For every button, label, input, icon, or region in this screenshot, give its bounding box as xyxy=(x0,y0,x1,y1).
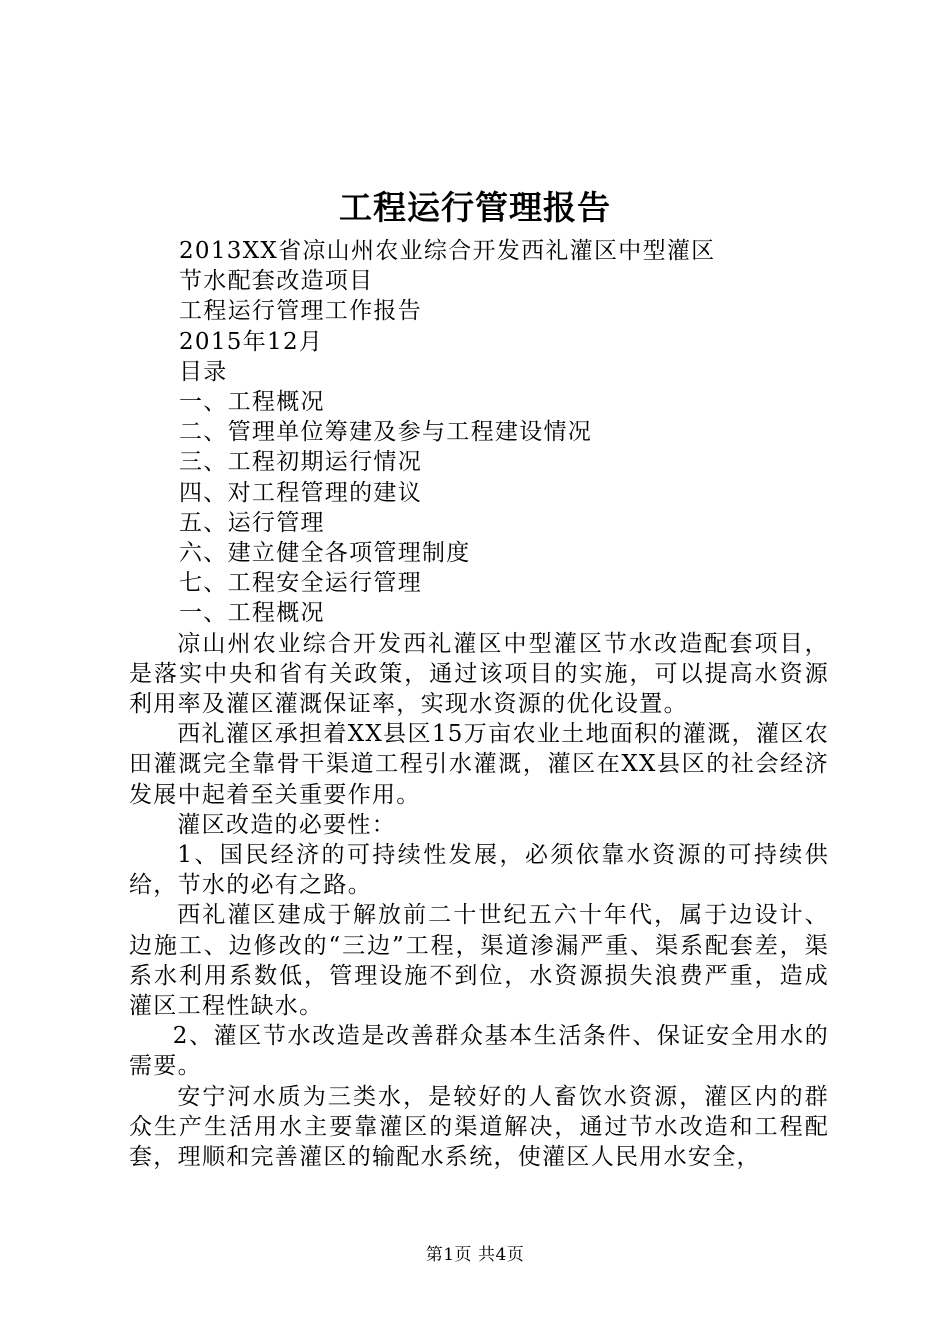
header-line: 节水配套改造项目 xyxy=(179,268,374,295)
paragraph: 安宁河水质为三类水，是较好的人畜饮水资源，灌区内的群众生产生活用水主要靠灌区的渠道解决，通过节水改造和工程配套，理顺和完善灌区的输配水系统，使灌区人民用水安全， xyxy=(129,1083,829,1171)
section-heading: 一、工程概况 xyxy=(179,600,325,627)
toc-item: 三、工程初期运行情况 xyxy=(179,449,422,476)
paragraph: 2、灌区节水改造是改善群众基本生活条件、保证安全用水的需要。 xyxy=(129,1023,829,1080)
toc-item: 一、工程概况 xyxy=(179,389,325,416)
toc-heading: 目录 xyxy=(179,358,228,385)
page-footer: 第1页 共4页 xyxy=(425,1245,525,1265)
paragraph: 西礼灌区建成于解放前二十世纪五六十年代，属于边设计、边施工、边修改的“三边”工程，渠道渗漏严重、渠系配套差，渠系水利用系数低，管理设施不到位，水资源损失浪费严重，造成灌区工程性缺水。 xyxy=(129,902,829,1020)
paragraph: 凉山州农业综合开发西礼灌区中型灌区节水改造配套项目，是落实中央和省有关政策，通过该项目的实施，可以提高水资源利用率及灌区灌溉保证率，实现水资源的优化设置。 xyxy=(129,630,829,718)
document-title: 工程运行管理报告 xyxy=(339,188,611,227)
header-line: 工程运行管理工作报告 xyxy=(179,298,422,325)
header-line: 2013XX省凉山州农业综合开发西礼灌区中型灌区 xyxy=(179,238,716,264)
paragraph: 1、国民经济的可持续性发展，必须依靠水资源的可持续供给，节水的必有之路。 xyxy=(129,842,829,899)
document-body xyxy=(129,236,829,1172)
date-line: 2015年12月 xyxy=(179,328,324,355)
paragraph: 灌区改造的必要性： xyxy=(177,811,396,838)
toc-item: 四、对工程管理的建议 xyxy=(179,479,422,506)
paragraph: 西礼灌区承担着XX县区15万亩农业土地面积的灌溉，灌区农田灌溉完全靠骨干渠道工程引水灌溉，灌区在XX县区的社会经济发展中起着至关重要作用。 xyxy=(129,721,829,808)
toc-item: 五、运行管理 xyxy=(179,509,325,536)
toc-item: 二、管理单位筹建及参与工程建设情况 xyxy=(179,419,593,446)
toc-item: 七、工程安全运行管理 xyxy=(179,570,422,597)
toc-item: 六、建立健全各项管理制度 xyxy=(179,540,471,567)
